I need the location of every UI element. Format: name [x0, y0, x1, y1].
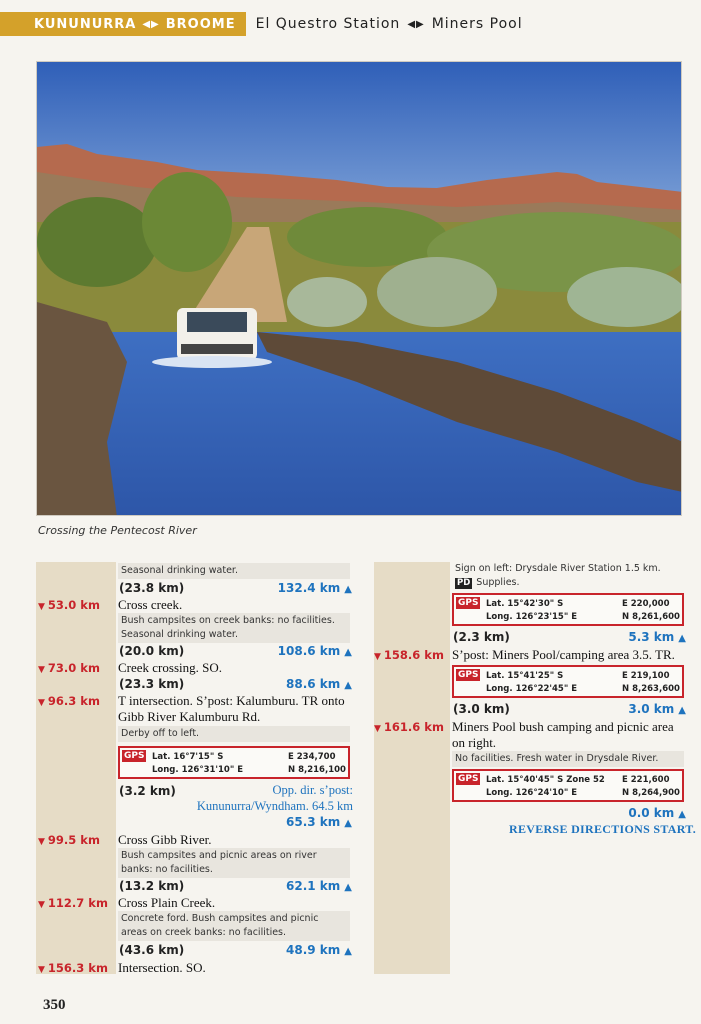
segment-distance: (2.3 km) [453, 630, 510, 644]
up-triangle-icon: ▲ [344, 818, 352, 829]
direction-text: T intersection. S’post: Kalumburu. TR onto [118, 693, 345, 708]
remaining-distance [270, 943, 352, 957]
cumulative-distance [38, 896, 108, 910]
remaining-value: 62.1 km [286, 879, 341, 893]
note-line: Concrete ford. Bush campsites and picnic [121, 913, 319, 924]
direction-text: Intersection. SO. [118, 960, 206, 975]
gps-tag: GPS [124, 751, 145, 761]
up-triangle-icon: ▲ [344, 882, 352, 893]
segment-distance: (3.2 km) [119, 784, 176, 798]
section-from: El Questro Station [255, 16, 401, 32]
cumulative-value: 96.3 km [47, 694, 100, 708]
cumulative-value: 156.3 km [47, 961, 108, 975]
remaining-distance [270, 581, 352, 595]
note-line: Bush campsites and picnic areas on river [121, 850, 317, 861]
pd-text: Supplies. [476, 577, 520, 588]
gps-tag: GPS [458, 598, 479, 608]
gps-box [452, 665, 684, 698]
gps-easting: E 221,600 [622, 775, 670, 785]
segment-distance: (23.8 km) [119, 581, 185, 595]
gps-box [452, 593, 684, 626]
note-text: Derby off to left. [121, 728, 200, 739]
segment-distance: (13.2 km) [119, 879, 185, 893]
note-text: No facilities. Fresh water in Drysdale River. [455, 753, 659, 764]
remaining-value: 108.6 km [277, 644, 341, 658]
gps-lat: Lat. 16°7'15" S [152, 752, 224, 762]
up-triangle-icon: ▲ [344, 647, 352, 658]
cumulative-distance [38, 961, 108, 975]
down-triangle-icon: ▼ [38, 837, 45, 847]
section-to: Miners Pool [431, 16, 523, 32]
cumulative-distance [374, 648, 444, 662]
note-line: banks: no facilities. [121, 864, 213, 875]
direction-arrows-icon: ◀▶ [142, 18, 160, 30]
distance-column-band-right [374, 562, 450, 974]
remaining-value: 65.3 km [286, 815, 341, 829]
down-triangle-icon: ▼ [38, 900, 45, 910]
opposite-direction-signpost: Kununurra/Wyndham. 64.5 km [196, 799, 353, 813]
direction-arrows-icon: ◀▶ [407, 18, 425, 30]
remaining-distance [270, 677, 352, 691]
gps-easting: E 220,000 [622, 599, 670, 609]
route-note [118, 848, 350, 878]
gps-long: Long. 126°22'45" E [486, 684, 578, 694]
direction-text: Cross Plain Creek. [118, 895, 216, 910]
note-line: Seasonal drinking water. [121, 629, 238, 640]
section-label [256, 16, 523, 32]
gps-northing: N 8,261,600 [622, 612, 680, 622]
cumulative-value: 73.0 km [47, 661, 100, 675]
river-crossing-photo [36, 61, 682, 516]
gps-tag: GPS [458, 670, 479, 680]
route-label [0, 12, 246, 36]
gps-lat: Lat. 15°40'45" S Zone 52 [486, 775, 605, 785]
pd-tag: PD [457, 578, 471, 588]
gps-tag: GPS [458, 774, 479, 784]
gps-long: Long. 126°31'10" E [152, 765, 244, 775]
remaining-value: 0.0 km [628, 806, 675, 820]
remaining-distance [600, 702, 686, 716]
direction-text: Cross creek. [118, 597, 183, 612]
down-triangle-icon: ▼ [38, 698, 45, 708]
cumulative-distance [38, 694, 100, 708]
gps-box [118, 746, 350, 779]
gps-easting: E 234,700 [288, 752, 336, 762]
cumulative-value: 99.5 km [47, 833, 100, 847]
gps-lat: Lat. 15°42'30" S [486, 599, 564, 609]
gps-long: Long. 126°24'10" E [486, 788, 578, 798]
direction-text: Creek crossing. SO. [118, 660, 222, 675]
remaining-value: 5.3 km [628, 630, 675, 644]
gps-northing: N 8,263,600 [622, 684, 680, 694]
up-triangle-icon: ▲ [344, 680, 352, 691]
distance-column-band [36, 562, 116, 974]
cumulative-value: 53.0 km [47, 598, 100, 612]
route-note [452, 561, 686, 591]
note-line: Sign on left: Drysdale River Station 1.5 km. [455, 563, 661, 574]
remaining-distance [270, 815, 352, 829]
route-note [118, 911, 350, 941]
route-to: BROOME [165, 16, 236, 32]
cumulative-distance [374, 720, 444, 734]
gps-lat: Lat. 15°41'25" S [486, 671, 564, 681]
down-triangle-icon: ▼ [38, 965, 45, 975]
remaining-value: 132.4 km [277, 581, 341, 595]
direction-text: Gibb River Kalumburu Rd. [118, 709, 261, 724]
page-header [0, 12, 523, 36]
remaining-distance [600, 630, 686, 644]
remaining-value: 88.6 km [286, 677, 341, 691]
segment-distance: (23.3 km) [119, 677, 185, 691]
route-from: KUNUNURRA [34, 16, 137, 32]
route-note [452, 751, 684, 767]
gps-northing: N 8,264,900 [622, 788, 680, 798]
gps-northing: N 8,216,100 [288, 765, 346, 775]
down-triangle-icon: ▼ [38, 602, 45, 612]
cumulative-distance [38, 661, 100, 675]
cumulative-distance [38, 833, 100, 847]
page-number: 350 [43, 997, 66, 1013]
up-triangle-icon: ▲ [678, 705, 686, 716]
down-triangle-icon: ▼ [38, 665, 45, 675]
gps-easting: E 219,100 [622, 671, 670, 681]
up-triangle-icon: ▲ [678, 809, 686, 820]
down-triangle-icon: ▼ [374, 724, 381, 734]
cumulative-value: 161.6 km [383, 720, 444, 734]
up-triangle-icon: ▲ [344, 946, 352, 957]
gps-box [452, 769, 684, 802]
photo-caption: Crossing the Pentecost River [38, 524, 197, 537]
route-note [118, 613, 350, 643]
cumulative-value: 112.7 km [47, 896, 108, 910]
remaining-distance [270, 644, 352, 658]
note-text: Seasonal drinking water. [121, 565, 238, 576]
direction-text: Cross Gibb River. [118, 832, 212, 847]
cumulative-distance [38, 598, 100, 612]
route-note [118, 563, 350, 579]
segment-distance: (20.0 km) [119, 644, 185, 658]
opposite-direction-signpost: Opp. dir. s’post: [272, 783, 353, 797]
segment-distance: (43.6 km) [119, 943, 185, 957]
remaining-distance [600, 806, 686, 820]
note-line: areas on creek banks: no facilities. [121, 927, 287, 938]
up-triangle-icon: ▲ [344, 584, 352, 595]
remaining-value: 3.0 km [628, 702, 675, 716]
segment-distance: (3.0 km) [453, 702, 510, 716]
reverse-directions-label: REVERSE DIRECTIONS START. [509, 822, 697, 836]
cumulative-value: 158.6 km [383, 648, 444, 662]
remaining-value: 48.9 km [286, 943, 341, 957]
remaining-distance [270, 879, 352, 893]
direction-text: on right. [452, 735, 497, 750]
down-triangle-icon: ▼ [374, 652, 381, 662]
direction-text: Miners Pool bush camping and picnic area [452, 719, 674, 734]
note-line: Bush campsites on creek banks: no facilities. [121, 615, 335, 626]
route-note [118, 726, 350, 742]
gps-long: Long. 126°23'15" E [486, 612, 578, 622]
direction-text: S’post: Miners Pool/camping area 3.5. TR. [452, 647, 675, 662]
pd-line [455, 576, 683, 590]
up-triangle-icon: ▲ [678, 633, 686, 644]
